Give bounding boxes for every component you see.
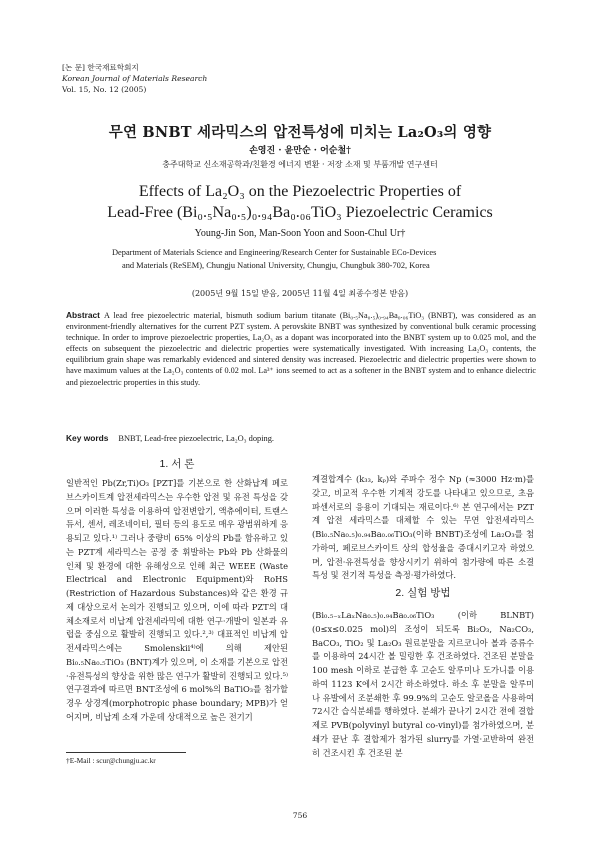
abstract-label: Abstract (66, 310, 100, 320)
abstract (66, 310, 536, 388)
authors-english: Young-Jin Son, Man-Soon Yoon and Soon-Chul Ur† (194, 228, 406, 239)
abstract-text: A lead free piezoelectric material, bismuth sodium barium titanate (Bi₀.₅Na₀.₅)₀.₉₄Ba₀.₀₆TiO₃ (BNBT), was considered as an environment-friendly alternatives for the current PZT system. A perovskite BNBT was synthesized by conventional bulk ceramic processing technique. In order to improve piezoelectric properties, La₂O₃ as a dopant was incorporated into the BNBT system up to 0.025 mol, and the effects on subsequent the piezoelectric and dielectric properties were systematically investigated. With increasing La₂O₃ contents, the equilibrium grain shape was remarkably evidenced and sintered density was increased. Piezoelectric and dielectric properties were shown to have maximum values at the La₂O₃ contents of 0.02 mol. La³⁺ ions seemed to act as a softener in the BNBT system and to enhance dielectric and piezoelectric properties in this study. (66, 311, 536, 387)
page-number: 756 (292, 811, 308, 820)
section2-heading: 2. 실험 방법 (395, 587, 451, 599)
authors-korean: 손영진 · 윤만순 · 어순철† (249, 146, 351, 156)
affiliation-korean: 충주대학교 신소재공학과/친환경 에너지 변환 · 저장 소재 및 부품개발 연구센터 (162, 160, 438, 169)
title-english-line2: Lead-Free (Bi₀.₅Na₀.₅)₀.₉₄Ba₀.₀₆TiO₃ Piezoelectric Ceramics (107, 204, 493, 221)
keywords (66, 433, 536, 443)
affiliation-english (112, 246, 512, 272)
right-column-intro: 계결합계수 (k₃₃, kₚ)와 주파수 정수 Np (≈3000 Hz·m)를 갖고, 비교적 우수한 기계적 강도를 나타내고 있으므로, 초음파센서로의 응용이 기대되는 재료이다.⁶⁾ 본 연구에서는 PZT계 압전 세라믹스를 대체할 수 있는 무연 압전세라믹스 (Bi₀.₅Na₀.₅)₀.₉₄Ba₀.₀₆TiO₃(이하 BNBT)조성에 La₂O₃를 첨가하여, 페로브스카이트 상의 합성율을 증대시키고자 하였으며, 압전·유전특성을 향상시키기 위하여 첨가량에 따른 소결 특성 및 전기적 특성을 측정·평가하였다. (312, 474, 534, 581)
received-dates: (2005년 9월 15일 받음, 2005년 11월 4일 최종수정본 받음) (191, 289, 409, 298)
journal-korean-name: [논 문] 한국재료학회지 (62, 63, 139, 72)
title-english (40, 181, 560, 223)
title-korean: 무연 BNBT 세라믹스의 압전특성에 미치는 La₂O₃의 영향 (108, 124, 492, 141)
journal-volume: Vol. 15, No. 12 (2005) (62, 85, 147, 94)
title-english-line1: Effects of La₂O₃ on the Piezoelectric Properties of (138, 183, 462, 200)
section1-body: 일반적인 Pb(Zr,Ti)O₃ [PZT]를 기본으로 한 산화납계 페로브스카이트계 압전세라믹스는 우수한 압전 및 유전 특성을 갖으며 이러한 특성을 이용하여 압전변압기, 액츄에이터, 트랜스듀서, 센서, 레조네이터, 필터 등의 용도로 매우 광범위하게 응용되고 있다.¹⁾ 그러나 중량비 65% 이상의 Pb를 함유하고 있는 PZT계 세라믹스는 공정 중 휘발하는 Pb와 Pb 산화물의 인체 및 환경에 대한 유해성으로 인해 최근 WEEE (Waste Electrical and Electronic Equipment)와 RoHS (Restriction of Hazardous Substances)와 같은 환경 규제 대상으로서 논의가 진행되고 있으며, 이에 따라 PZT의 대체소재로서 비납계 압전세라믹에 대한 연구·개발이 일본과 유럽을 중심으로 활발히 진행되고 있다.²,³⁾ 대표적인 비납계 압전세라믹스에는 Smolenskii⁴⁾에 의해 제안된 Bi₀.₅Na₀.₅TiO₃ (BNT)계가 있으며, 이 소재를 기본으로 압전·유전특성의 향상을 위한 많은 연구가 활발히 진행되고 있다.⁵⁾ 연구결과에 따르면 BNT조성에 6 mol%의 BaTiO₃를 첨가할 경우 상경계(morphotropic phase boundary; MPB)가 얻어지며, 비납계 소재 가운데 상대적으로 높은 전기기 (66, 478, 288, 722)
journal-header (62, 62, 207, 95)
section2-body: (Bi₀.₅₋ₓLaₓNa₀.₅)₀.₉₄Ba₀.₀₆TiO₃ (이하 BLNBT) (0≤x≤0.025 mol)의 조성이 되도록 Bi₂O₃, Na₂CO₃, BaCO₃, TiO₂ 및 La₂O₃ 원료분말을 지르코니아 볼과 증류수를 이용하여 24시간 볼 밀링한 후 건조하였다. 건조된 분말을 100 mesh 이하로 분급한 후 고순도 알루미나 도가니를 이용하여 1123 K에서 2시간 하소하였다. 하소 후 분말을 알루미나 유발에서 조분쇄한 후 99.9%의 고순도 알코올을 사용하여 72시간 습식분쇄를 행하였다. 분쇄가 끝나기 2시간 전에 결합제로 PVB(polyvinyl butyral co-vinyl)를 첨가하였으며, 분쇄가 끝난 후 결합제가 첨가된 slurry를 가열·교반하여 완전히 건조시킨 후 건조된 분 (312, 610, 534, 758)
keywords-text: BNBT, Lead-free piezoelectric, La₂O₃ doping. (118, 434, 275, 443)
section1-heading: 1. 서 론 (159, 458, 195, 470)
keywords-label: Key words (66, 433, 109, 443)
footnote-rule (66, 752, 186, 753)
affiliation-english-line2: and Materials (ReSEM), Chungju National University, Chungju, Chungbuk 380-702, Korea (122, 261, 430, 270)
journal-english-name: Korean Journal of Materials Research (62, 74, 208, 83)
footnote-email: †E-Mail : scur@chungju.ac.kr (66, 756, 156, 765)
affiliation-english-line1: Department of Materials Science and Engineering/Research Center for Sustainable ECo-Devices (112, 248, 437, 257)
